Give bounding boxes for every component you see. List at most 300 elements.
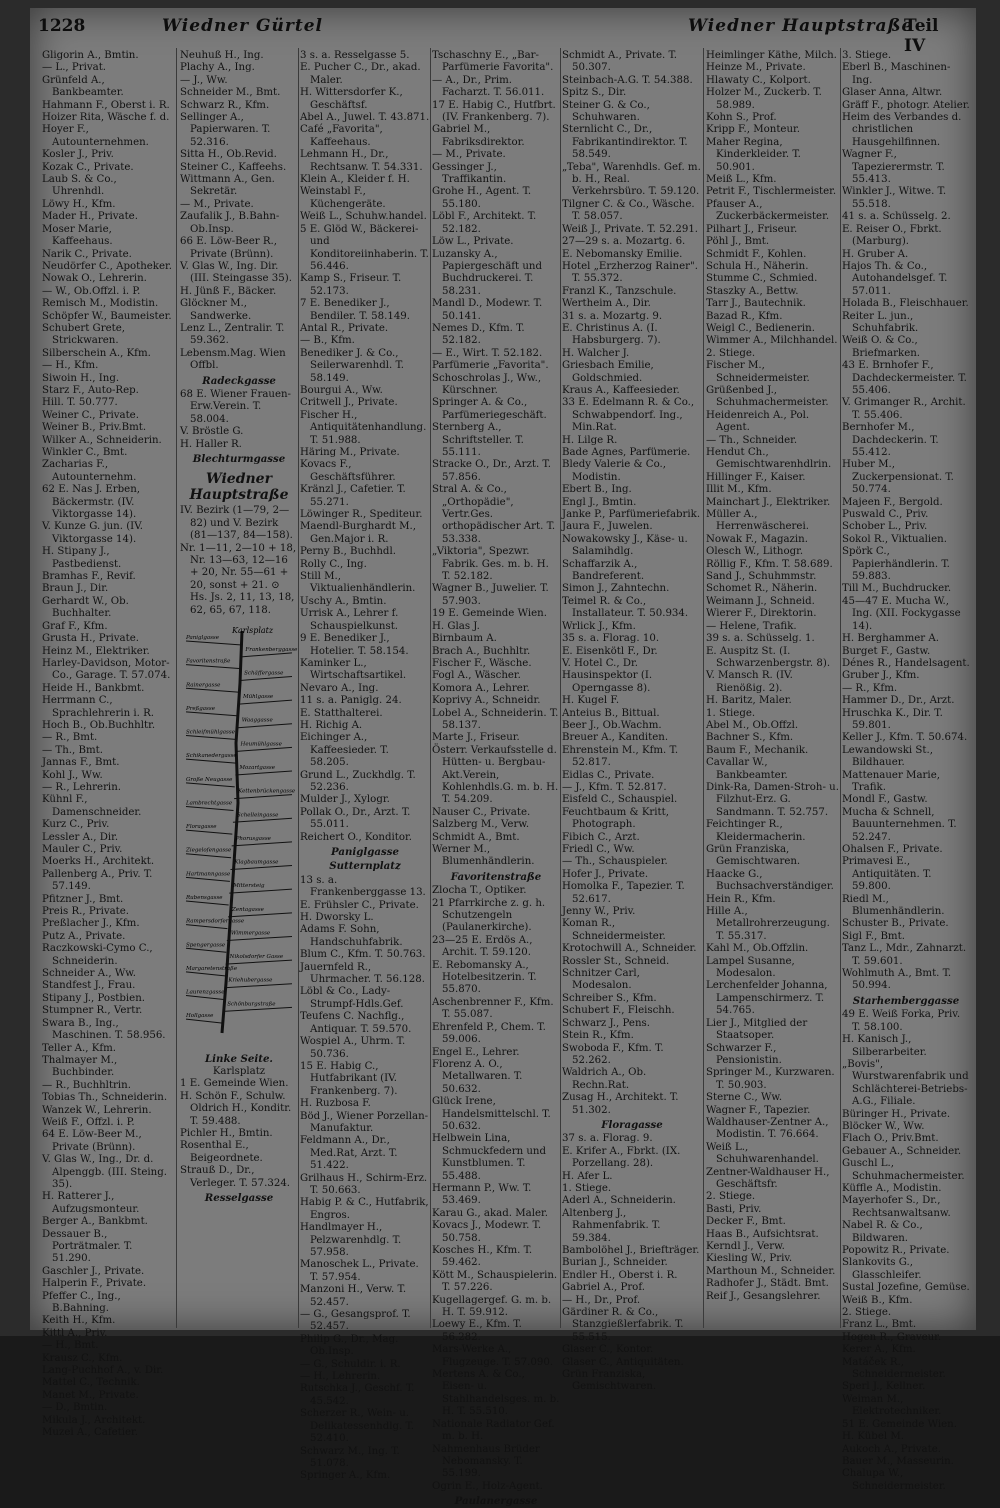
directory-entry: Grün Franziska, Gemischtwaren. (562, 1369, 657, 1393)
directory-entry: H. Walcher J. (562, 347, 630, 359)
column-2 (180, 50, 298, 1326)
directory-entry: Stipany J., Postbien. (42, 992, 145, 1004)
directory-entry: H. Berghammer A. (842, 633, 939, 645)
directory-entry: Fischer H., Antiquitätenhandlung. T. 51.988. (300, 409, 427, 446)
directory-entry: Mandl D., Modewr. T. 50.141. (432, 298, 543, 322)
street-map (180, 623, 298, 1043)
column-7-entries (842, 50, 970, 993)
map-street-line (240, 677, 292, 681)
directory-entry: Sternlicht C., Dr., Fabrikantindirektor. T. 58.549. (562, 124, 688, 161)
directory-entry: Engel E., Lehrer. (432, 1046, 520, 1058)
directory-entry: H. Lilge R. (562, 434, 618, 446)
directory-entry: Kosler J., Priv. (42, 149, 114, 161)
map-street-label: Schönburgstraße (227, 1001, 276, 1008)
directory-entry: Wilker A., Schneiderin. (42, 434, 162, 446)
map-street-line (233, 818, 292, 822)
directory-entry: Bazad R., Kfm. (706, 310, 783, 322)
directory-entry: Moerks H., Architekt. (42, 856, 155, 868)
directory-entry: Endler H., Oberst i. R. (562, 1269, 678, 1281)
directory-entry: Putz A., Private. (42, 930, 126, 942)
directory-entry: Stumpner R., Vertr. (42, 1005, 143, 1017)
directory-entry: Sitta H., Ob.Revid. (180, 149, 277, 161)
directory-entry: Schwarz J., Pens. (562, 1017, 650, 1029)
map-street-label: Große Neugasse (186, 776, 233, 783)
directory-entry: Abel M., Ob.Offzl. (706, 719, 799, 731)
directory-entry: Pfitzner J., Bmt. (42, 893, 124, 905)
directory-entry: Anteius B., Bittual. (562, 707, 660, 719)
directory-entry: Feuchtbaum & Kritt, Photograph. (562, 806, 669, 831)
directory-entry: Jaura F., Juwelen. (562, 521, 653, 533)
map-street-line (186, 688, 240, 692)
directory-entry: Bade Agnes, Parfümerie. (562, 447, 691, 458)
directory-entry: Sigl F., Bmt. (842, 930, 905, 942)
street-heading: Paniglgasse (331, 846, 399, 858)
directory-entry: Holada B., Fleischhauer. (842, 298, 969, 310)
directory-entry: Wimmer A., Milchhandel. (706, 335, 838, 347)
directory-entry: Gessinger J., Traffikantin. (432, 161, 507, 186)
directory-entry: Kött M., Schauspielerin. T. 57.226. (432, 1269, 558, 1294)
column-4 (432, 50, 560, 1508)
directory-entry: Laub S. & Co., Uhrenhdl. (42, 174, 117, 198)
directory-entry: Nahmenhaus Brüder Nebomansky. T. 55.199. (432, 1443, 540, 1480)
directory-entry: 49 E. Weiß Forka, Priv. T. 58.100. (842, 1009, 961, 1033)
directory-entry: 9 E. Benediker J., Hotelier. T. 58.154. (300, 633, 409, 657)
directory-entry: Weiß F., Offzl. i. P. (42, 1116, 135, 1128)
directory-entry: Bernhofer M., Dachdeckerin. T. 55.412. (842, 422, 939, 458)
left-running-title: Wiedner Gürtel (162, 16, 323, 36)
directory-entry: Burget F., Gastw. (842, 645, 931, 657)
directory-entry: — M., Private. (432, 149, 506, 161)
directory-entry: E. Christinus A. (I. Habsburgerg. 7). (562, 322, 661, 347)
directory-entry: Reif J., Gesangslehrer. (706, 1290, 821, 1302)
directory-entry: Uschy A., Bmtin. (300, 595, 387, 607)
directory-entry: Grilhaus H., Schirm-Erz. T. 50.663. (300, 1172, 428, 1196)
directory-entry: Nr. 1—11, 2—10 + 18, Nr. 13—63, 12—16 + 20, Nr. 55—61 + 20, sonst + 21. ⊙ Hs. Js. 2, 11, 13, 18, 62, 65, 67, 118. (180, 542, 297, 616)
directory-entry: Steiner G. & Co., Schuhwaren. (562, 99, 650, 124)
map-street-label: Waaggasse (241, 717, 273, 724)
directory-entry: Sokol R., Viktualien. (842, 533, 947, 545)
map-street-line (186, 925, 227, 929)
directory-entry: Kiesling W., Priv. (706, 1253, 793, 1265)
directory-entry: Fibich C., Arzt. (562, 831, 640, 843)
column-2-bottom-entries (180, 1078, 298, 1190)
directory-entry: Springer M., Kurzwaren. T. 50.903. (706, 1067, 835, 1091)
directory-entry: Urrisk A., Lehrer f. Schauspielkunst. (300, 608, 399, 632)
directory-entry: Kozak C., Private. (42, 161, 134, 173)
directory-entry: H. Baritz, Maler. (706, 695, 792, 707)
directory-entry: 41 s. a. Schüsselg. 2. (842, 211, 951, 223)
column-3-entries (300, 50, 430, 844)
directory-entry: Silberschein A., Kfm. (42, 347, 151, 359)
directory-entry: Weiß O. & Co., Briefmarken. (842, 335, 921, 359)
directory-entry: Aukoch A., Private. (842, 1443, 941, 1455)
directory-entry: Hahmann F., Oberst i. R. (42, 99, 170, 111)
directory-entry: Berger A., Bankbmt. (42, 1216, 148, 1228)
directory-entry: V. Glas W., Ing., Dr. d. Alpenggb. (III. Steing. 35). (42, 1154, 167, 1190)
directory-entry: Löw L., Private. (432, 236, 514, 248)
directory-entry: Ohalsen F., Private. (842, 844, 943, 855)
directory-entry: Kerndl J., Verw. (706, 1241, 785, 1252)
directory-entry: 43 E. Brnhofer F., Dachdeckermeister. T. 55.406. (842, 360, 967, 396)
map-street-label: Hartmanngasse (186, 871, 231, 878)
directory-entry: Chalupa W., Schneidermeister. (842, 1468, 946, 1492)
directory-entry: Österr. Verkaufsstelle d. Hütten- u. Bergbau-Akt.Verein, Kohlenhdls.G. m. b. H. T. 54.209. (432, 744, 559, 806)
directory-entry: — E., Wirt. T. 52.182. (432, 347, 543, 359)
directory-entry: Reichert O., Konditor. (300, 831, 412, 843)
directory-entry: Dink-Ra, Damen-Stroh- u. Filzhut-Erz. G. Sandmann. T. 52.757. (706, 781, 839, 818)
directory-entry: H. Jünß F., Bäcker. (180, 285, 277, 297)
column-2-mid-entries (180, 389, 298, 451)
directory-entry: Glück Irene, Handelsmittelschl. T. 50.632. (432, 1096, 551, 1132)
directory-entry: Schober L., Priv. (842, 521, 928, 533)
directory-entry: Müller A., Herrenwäscherei. (706, 509, 809, 533)
directory-entry: Nowak F., Magazin. (706, 533, 808, 545)
directory-entry: 45—47 E. Mucha W., Ing. (XII. Fockygasse 14). (842, 595, 961, 632)
directory-entry: Nemes D., Kfm. T. 52.182. (432, 322, 525, 347)
directory-entry: Kohl J., Ww. (42, 769, 103, 781)
column-5 (562, 50, 702, 1393)
directory-entry: Lang-Puchhof A., v. Dir. (42, 1365, 164, 1377)
directory-entry: Glaser Anna, Altwr. (842, 87, 943, 99)
directory-entry: H. Glas J. (432, 620, 480, 632)
directory-entry: Gabriel M., Fabriksdirektor. (432, 124, 525, 148)
column-1 (42, 50, 172, 1439)
map-street-label: Mozartgasse (239, 765, 276, 772)
directory-entry: Marthoun M., Schneider. (706, 1265, 836, 1277)
directory-entry: Pilhart J., Friseur. (706, 223, 798, 235)
directory-entry: Schmidt F., Kohlen. (706, 248, 807, 260)
directory-entry: — Th., Schauspieler. (562, 856, 668, 868)
directory-entry: Grusta H., Private. (42, 633, 139, 645)
directory-entry: — J., Kfm. T. 52.817. (562, 781, 667, 793)
directory-entry: Stral A. & Co., „Orthopädie", Vertr.Ges. orthopädischer Art. T. 53.338. (432, 484, 556, 545)
directory-entry: Nowak O., Lehrerin. (42, 273, 147, 285)
directory-entry: Weiß B., Kfm. (842, 1294, 913, 1306)
directory-entry: Hoyer F., Autounternehmen. (42, 124, 149, 148)
directory-entry: Gabriel A., Prof. (562, 1282, 645, 1294)
map-street-label: Rubensgasse (186, 895, 223, 902)
directory-entry: Dénes R., Handelsagent. (842, 657, 970, 669)
directory-entry: Luzansky A., Papiergeschäft und Buchdruckerei. T. 58.231. (432, 248, 543, 297)
directory-entry: Eberl B., Maschinen-Ing. (842, 62, 951, 86)
directory-entry: Benediker J. & Co., Seilerwarenhdl. T. 58.149. (300, 347, 405, 384)
column-rule (703, 48, 704, 1328)
directory-entry: 37 s. a. Florag. 9. (562, 1133, 653, 1145)
directory-entry: — Th., Schneider. (706, 434, 798, 446)
directory-entry: Wagner B., Juwelier. T. 57.903. (432, 583, 549, 607)
directory-entry: Kovacs F., Geschäftsführer. (300, 459, 396, 483)
map-street-label: Schelleingasse (236, 812, 279, 819)
directory-entry: Haas B., Aufsichtsrat. (706, 1228, 819, 1240)
map-street-label: Phorusgasse (235, 835, 271, 842)
directory-entry: Herrmann C., Sprachlehrerin i. R. (42, 695, 155, 719)
directory-entry: Gaschler J., Private. (42, 1265, 145, 1277)
street-heading: Floragasse (601, 1118, 663, 1131)
directory-entry: Schnitzer Carl, Modesalon. (562, 968, 640, 992)
directory-entry: Röllig F., Kfm. T. 58.689. (706, 558, 833, 570)
directory-entry: Kittl A., Priv. (42, 1327, 108, 1339)
directory-entry: — M., Private. (180, 198, 254, 210)
directory-entry: Kahl M., Ob.Offzlin. (706, 943, 809, 955)
directory-entry: Weiß L., Schuhwarenhandel. (706, 1141, 819, 1166)
column-3-entries-2 (300, 875, 430, 1483)
left-side-label: Linke Seite. (205, 1053, 273, 1066)
directory-entry: 1. Stiege. (562, 1182, 612, 1194)
directory-entry: Majeen F., Bergold. (842, 496, 943, 508)
directory-entry: Lerchenfelder Johanna, Lampenschirmerz. T. 54.765. (706, 980, 828, 1017)
column-rule (840, 48, 841, 1328)
map-street-label: Paniglgasse (186, 635, 220, 642)
directory-entry: Wertheim A., Dir. (562, 298, 651, 310)
directory-entry: Rossler St., Schneid. (562, 955, 670, 967)
directory-entry: 64 E. Löw-Beer M., Private (Brünn). (42, 1129, 142, 1153)
directory-entry: Mattenauer Marie, Trafik. (842, 769, 940, 793)
directory-entry: Hermann P., Ww. T. 53.469. (432, 1182, 532, 1207)
directory-entry: Sand J., Schuhmmstr. (706, 571, 817, 583)
directory-entry: Janke P., Parfümeriefabrik. (562, 509, 701, 521)
directory-entry: Schuster B., Private. (842, 918, 949, 930)
map-street-label: Favoritenstraße (186, 658, 231, 665)
column-5-entries (562, 50, 702, 1117)
directory-entry: Matáček R., Schneidermeister. (842, 1356, 946, 1381)
directory-entry: Ehrenstein M., Kfm. T. 52.817. (562, 744, 679, 769)
directory-entry: Krotochwill A., Schneider. (562, 943, 697, 955)
map-street-line (229, 889, 292, 893)
directory-entry: — R., Kfm. (842, 682, 898, 694)
directory-entry: Halperin F., Private. (42, 1278, 147, 1290)
directory-entry: Sternberg A., Schriftsteller. T. 55.111. (432, 422, 524, 458)
map-street-line (186, 641, 242, 645)
directory-entry: Hruschka K., Dir. T. 59.801. (842, 707, 943, 731)
directory-entry: Florenz A. O., Metallwaren. T. 50.632. (432, 1058, 523, 1095)
directory-entry: Preßlacher J., Kfm. (42, 918, 140, 930)
directory-entry: 2. Stiege. (706, 1191, 756, 1203)
directory-entry: Manoschek L., Private. T. 57.954. (300, 1259, 419, 1283)
directory-entry: — L., Privat. (42, 62, 107, 74)
directory-entry: Eisfeld C., Schauspiel. (562, 794, 678, 806)
column-2-top-entries (180, 50, 298, 373)
directory-entry: Swara B., Ing., Maschinen. T. 58.956. (42, 1017, 166, 1042)
map-street-label: Kettenbrückengasse (238, 788, 296, 795)
directory-entry: Keith H., Kfm. (42, 1315, 116, 1327)
directory-entry: Bambolöhel J., Briefträger. (562, 1245, 700, 1256)
directory-entry: Weiß J., Private. T. 52.291. (562, 223, 699, 235)
directory-entry: Glaser C., Antiquitäten. (562, 1356, 684, 1368)
directory-entry: „Viktoria", Spezwr. Fabrik. Ges. m. b. H. T. 52.182. (432, 546, 549, 583)
directory-entry: Maher Regina, Kinderkleider. T. 50.901. (706, 136, 801, 173)
directory-entry: Löbl & Co., Lady-Strumpf-Hdls.Gef. (300, 986, 404, 1010)
directory-entry: Harley-Davidson, Motor-Co., Garage. T. 57.074. (42, 657, 171, 682)
directory-entry: H. Kanisch J., Silberarbeiter. (842, 1034, 927, 1058)
map-street-line (186, 736, 237, 740)
directory-entry: Narik C., Private. (42, 248, 132, 260)
directory-entry: Steinbach-A.G. T. 54.388. (562, 74, 693, 86)
directory-entry: Kamp S., Friseur. T. 52.173. (300, 273, 402, 297)
map-street-label: Rainergasse (186, 682, 221, 689)
directory-entry: Weiner C., Private. (42, 409, 139, 421)
map-street-label: Margaretenstraße (186, 965, 238, 972)
map-side-streets (185, 635, 298, 1023)
right-running-title: Wiedner Hauptstraße (688, 16, 914, 36)
directory-entry: Löwy H., Kfm. (42, 198, 116, 210)
directory-entry: 15 E. Habig C., Hutfabrikant (IV. Frankenberg. 7). (300, 1060, 398, 1097)
directory-entry: „Bovis", Wurstwarenfabrik und Schlächterei-Betriebs-A.G., Filiale. (842, 1058, 969, 1108)
directory-entry: Hille A., Metallrohrerzeugung. T. 55.317. (706, 906, 830, 942)
directory-entry: Hammer D., Dr., Arzt. (842, 695, 955, 707)
column-3 (300, 50, 430, 1482)
directory-entry: 1. Stiege. (706, 707, 756, 719)
directory-entry: Brach A., Buchhltr. (432, 645, 531, 657)
map-street-line (186, 996, 224, 1000)
directory-entry: Heinz M., Elektriker. (42, 645, 150, 657)
directory-entry: Wospiel A., Uhrm. T. 50.736. (300, 1036, 406, 1060)
directory-entry: Spitz S., Dir. (562, 87, 627, 99)
directory-entry: 3 s. a. Resselgasse 5. (300, 50, 410, 61)
directory-entry: Haacke G., Buchsachverständiger. (706, 868, 834, 893)
directory-entry: Heide H., Bankbmt. (42, 682, 145, 694)
directory-entry: Scherzer R., Wein- u. Delikatessenhdlg. T. 52.410. (300, 1408, 415, 1445)
map-street-line (186, 665, 241, 669)
directory-entry: Basti, Priv. (706, 1203, 762, 1215)
directory-entry: Koman R., Schneidermeister. (562, 918, 666, 942)
directory-entry: Slankovits G., Glasschleifer. (842, 1257, 922, 1281)
directory-entry: Hofer J., Private. (562, 868, 649, 880)
directory-entry: 2. Stiege. (842, 1307, 892, 1319)
map-street-label: Mühlgasse (242, 694, 274, 701)
directory-entry: Hajos Th. & Co., Autohandelsgef. T. 57.011. (842, 260, 948, 297)
directory-entry: Mainchart J., Elektriker. (706, 496, 831, 508)
directory-entry: Wittmann A., Gen. Sekretär. (180, 174, 275, 198)
directory-entry: Antal R., Private. (300, 322, 389, 334)
directory-entry: Waldhauser-Zentner A., Modistin. T. 76.664. (706, 1116, 829, 1141)
directory-entry: Tanz L., Mdr., Zahnarzt. T. 59.601. (842, 943, 967, 967)
directory-entry: Fischer F., Wäsche. (432, 657, 532, 669)
column-4-entries-2 (432, 885, 560, 1493)
map-street-line (227, 937, 292, 941)
directory-entry: Olesch W., Lithogr. (706, 546, 804, 558)
directory-entry: Schwarz R., Kfm. (180, 99, 270, 111)
directory-entry: Engl J., Bmtin. (562, 496, 637, 508)
directory-entry: H. Ratterer J., Aufzugsmonteur. (42, 1191, 140, 1215)
directory-entry: E. Rebomansky A., Hotelbesitzerin. T. 55.870. (432, 959, 537, 996)
directory-entry: Lampel Susanne, Modesalon. (706, 955, 795, 980)
directory-entry: Schreiber S., Kfm. (562, 992, 657, 1004)
directory-entry: Kugellagergef. G. m. b. H. T. 59.912. (432, 1294, 552, 1319)
directory-entry: Löwinger R., Spediteur. (300, 509, 423, 521)
map-street-label: Ziegelofengasse (186, 847, 232, 854)
directory-entry: E. Statthalterei. (300, 707, 383, 719)
street-heading: Radeckgasse (202, 374, 276, 387)
directory-entry: 21 Pfarrkirche z. g. h. Schutzengeln (Paulanerkirche). (432, 897, 546, 934)
directory-entry: Siwoin H., Ing. (42, 372, 120, 384)
directory-entry: 5 E. Glöd W., Bäckerei- und Konditoreiinhaberin. T. 56.446. (300, 223, 429, 272)
column-7 (842, 50, 970, 1492)
directory-entry: Nationale Radiator Gef. m. b. H. (432, 1418, 555, 1443)
directory-entry: — Th., Bmt. (42, 744, 103, 756)
directory-entry: Büringer H., Private. (842, 1108, 951, 1120)
directory-entry: Bledy Valerie & Co., Modistin. (562, 459, 666, 483)
directory-entry: Hoch B., Ob.Buchhltr. (42, 719, 156, 731)
directory-entry: Hausinspektor (I. Operngasse 8). (562, 670, 653, 694)
map-street-line (234, 795, 292, 799)
map-street-line (186, 807, 234, 811)
directory-entry: Mucha & Schnell, Bauunternehmen. T. 52.247. (842, 806, 957, 843)
directory-entry: H. Kugel F. (562, 695, 620, 707)
directory-entry: Kühnl F., Damenschneider. (42, 794, 142, 818)
directory-entry: Illit M., Kfm. (706, 484, 772, 496)
directory-entry: 39 s. a. Schüsselg. 1. (706, 633, 815, 645)
directory-entry: Holzer M., Zuckerb. T. 58.989. (706, 87, 822, 111)
directory-entry: — G., Gesangsprof. T. 52.457. (300, 1309, 411, 1333)
directory-entry: Stein R., Kfm. (562, 1030, 634, 1042)
directory-entry: Weimann J., Schneid. (706, 595, 815, 607)
map-street-label: Hollgasse (186, 1013, 214, 1020)
directory-entry: Schaffarzik A., Bandreferent. (562, 558, 645, 583)
directory-entry: E. Nebomansky Emilie. (562, 248, 683, 260)
directory-entry: Still M., Viktualienhändlerin. (300, 571, 416, 595)
map-street-line (186, 783, 235, 787)
directory-entry: Stracke O., Dr., Arzt. T. 57.856. (432, 459, 551, 483)
directory-entry: Mulder J., Xylogr. (300, 794, 390, 806)
directory-entry: Weigl C., Bedienerin. (706, 322, 815, 334)
page-number: 1228 (38, 16, 86, 36)
directory-entry: 62 E. Nas J. Erben, Bäckermstr. (IV. Viktorgasse 14). (42, 484, 140, 521)
map-street-line (230, 866, 292, 870)
directory-entry: Tobias Th., Schneiderin. (42, 1092, 168, 1104)
directory-entry: Hotel „Erzherzog Rainer". T. 55.372. (562, 260, 698, 285)
directory-entry: 19 E. Gemeinde Wien. (432, 608, 547, 620)
directory-entry: Krausz C., Kfm. (42, 1352, 123, 1364)
directory-entry: Zaufalik J., B.Bahn-Ob.Insp. (180, 211, 280, 235)
directory-entry: Burian J., Schneider. (562, 1257, 668, 1269)
directory-entry: Birnbaum A. (432, 633, 497, 645)
directory-entry: Manzoni H., Verw. T. 52.457. (300, 1284, 407, 1308)
directory-entry: Fischer M., Schneidermeister. (706, 360, 810, 384)
directory-entry: Schubert Grete, Strickwaren. (42, 322, 125, 347)
directory-entry: Wanzek W., Lehrerin. (42, 1104, 152, 1116)
directory-entry: Flach O., Priv.Bmt. (842, 1133, 939, 1145)
directory-entry: Nevaro A., Ing. (300, 682, 379, 694)
directory-entry: Springer A. & Co., Parfümeriegeschäft. (432, 397, 547, 421)
directory-entry: Pfeffer C., Ing., B.Bahning. (42, 1290, 121, 1315)
map-street-label: Rampersdorfergasse (186, 918, 245, 925)
column-rule (560, 48, 561, 1328)
directory-entry: Kerer A., Kfm. (842, 1344, 916, 1356)
directory-entry: Gruber J., Kfm. (842, 670, 920, 682)
directory-entry: Werner M., Blumenhändlerin. (432, 844, 535, 868)
directory-entry: V. Kunze G. jun. (IV. Viktorgasse 14). (42, 521, 144, 545)
map-street-line (186, 759, 236, 763)
directory-entry: Springer A., Kfm. (300, 1470, 391, 1482)
directory-entry: Gligorin A., Bmtin. (42, 50, 139, 61)
directory-entry: Petrit F., Tischlermeister. (706, 186, 837, 198)
directory-entry: Staszky A., Bettw. (706, 285, 799, 297)
directory-entry: — Helene, Trafik. (706, 620, 797, 632)
directory-entry: Cavallar W., Bankbeamter. (706, 757, 788, 781)
directory-entry: Kraus A., Kaffeesieder. (562, 384, 680, 396)
directory-entry: Zusag H., Architekt. T. 51.302. (562, 1092, 679, 1116)
directory-entry: Wierer F., Direktorin. (706, 608, 817, 620)
map-street-label: Kriehubergasse (228, 977, 273, 984)
map-top-label: Karlsplatz (232, 626, 274, 636)
directory-entry: Huber M., Zuckerpensionat. T. 50.774. (842, 459, 954, 496)
directory-entry: H. Haller R. (180, 438, 242, 450)
directory-entry: Parfümerie „Favorita". (432, 360, 549, 372)
map-street-line (241, 653, 292, 657)
directory-entry: Perny B., Buchhdl. (300, 546, 396, 558)
directory-entry: Winkler C., Bmt. (42, 447, 128, 458)
directory-entry: Starz F., Auto-Rep. (42, 384, 139, 396)
